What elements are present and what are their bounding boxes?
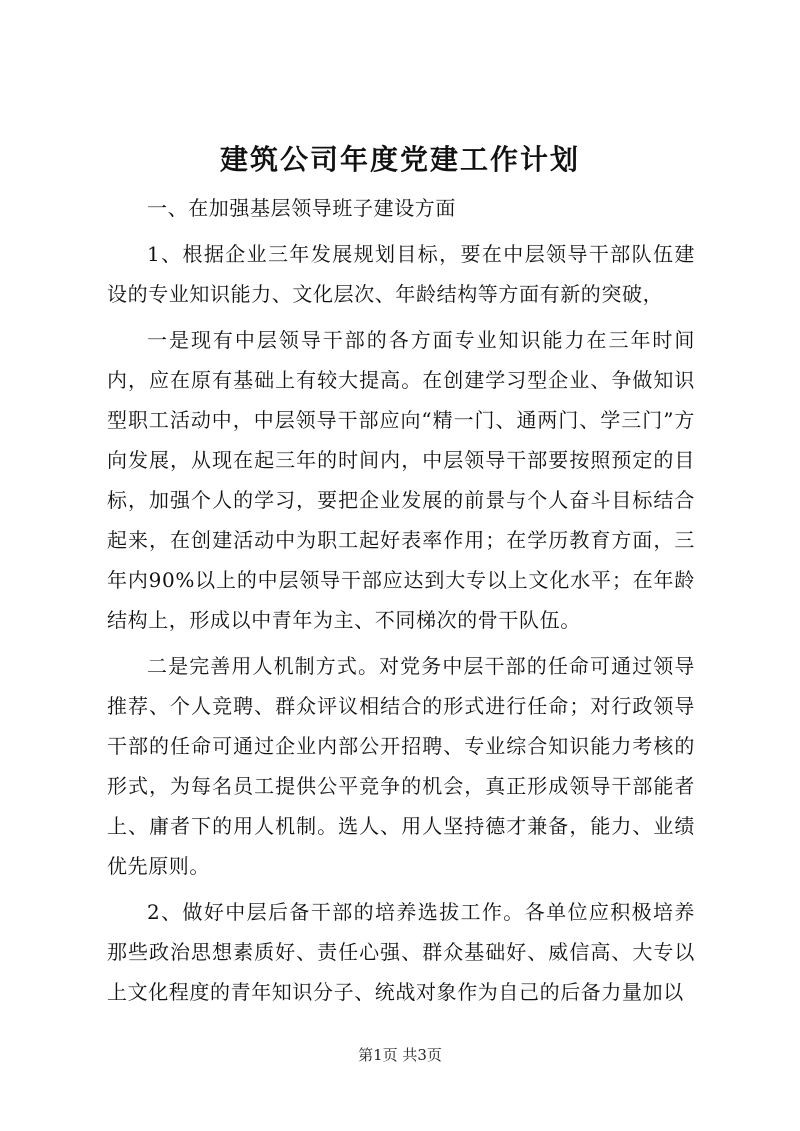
paragraph-2: 一是现有中层领导干部的各方面专业知识能力在三年时间内，应在原有基础上有较大提高。在创建学习型企业、争做知识型职工活动中，中层领导干部应向“精一门、通两门、学三门”方向发展，从现在起三年的时间内，中层领导干部要按照预定的目标，加强个人的学习，要把企业发展的前景与个人奋斗目标结合起来，在创建活动中为职工起好表率作用；在学历教育方面，三年内90%以上的中层领导干部应达到大专以上文化水平；在年龄结构上，形成以中青年为主、不同梯次的骨干队伍。 <box>107 328 695 632</box>
section-heading: 一、在加强基层领导班子建设方面 <box>147 196 456 220</box>
document-body <box>107 188 695 1018</box>
document-title: 建筑公司年度党建工作计划 <box>219 143 580 176</box>
paragraph-3: 二是完善用人机制方式。对党务中层干部的任命可通过领导推荐、个人竞聘、群众评议相结合的形式进行任命；对行政领导干部的任命可通过企业内部公开招聘、专业综合知识能力考核的形式，为每名员工提供公平竞争的机会，真正形成领导干部能者上、庸者下的用人机制。选人、用人坚持德才兼备，能力、业绩优先原则。 <box>107 654 695 878</box>
page-footer: 第1页 共3页 <box>358 1046 442 1064</box>
paragraph-1: 1、根据企业三年发展规划目标，要在中层领导干部队伍建设的专业知识能力、文化层次、年龄结构等方面有新的突破， <box>107 242 695 306</box>
paragraph-4: 2、做好中层后备干部的培养选拔工作。各单位应积极培养那些政治思想素质好、责任心强、群众基础好、威信高、大专以上文化程度的青年知识分子、统战对象作为自己的后备力量加以 <box>107 900 695 1004</box>
